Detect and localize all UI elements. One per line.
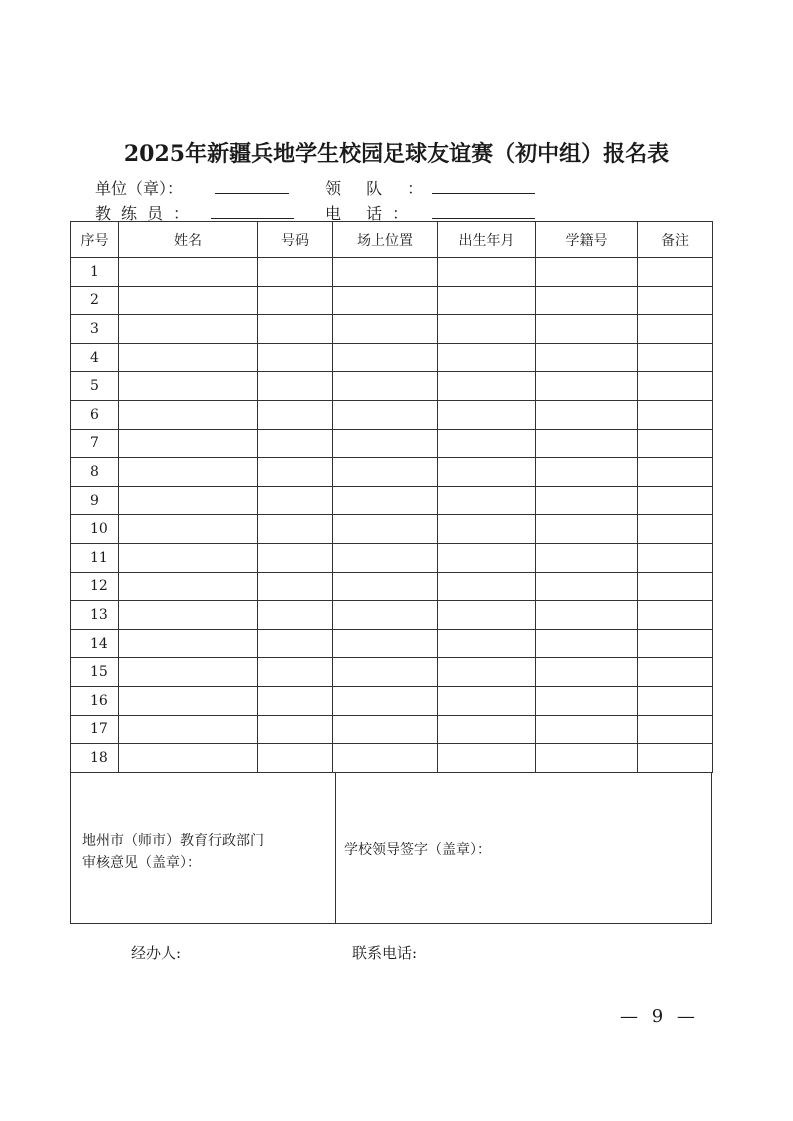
number-cell[interactable] bbox=[258, 486, 333, 515]
birth-cell[interactable] bbox=[438, 629, 536, 658]
name-cell[interactable] bbox=[119, 715, 258, 744]
remarks-cell[interactable] bbox=[638, 543, 713, 572]
student-id-cell[interactable] bbox=[536, 744, 638, 773]
contact-phone-label: 联系电话: bbox=[352, 944, 418, 962]
info-row-2 bbox=[95, 201, 545, 223]
student-id-cell[interactable] bbox=[536, 543, 638, 572]
remarks-cell[interactable] bbox=[638, 315, 713, 344]
row-index: 4 bbox=[71, 343, 119, 372]
remarks-cell[interactable] bbox=[638, 258, 713, 287]
position-cell[interactable] bbox=[333, 429, 438, 458]
position-cell[interactable] bbox=[333, 372, 438, 401]
position-cell[interactable] bbox=[333, 315, 438, 344]
position-cell[interactable] bbox=[333, 486, 438, 515]
number-cell[interactable] bbox=[258, 372, 333, 401]
table-row bbox=[71, 629, 713, 658]
approval-divider bbox=[335, 773, 336, 923]
table-row bbox=[71, 343, 713, 372]
student-id-cell[interactable] bbox=[536, 715, 638, 744]
name-cell[interactable] bbox=[119, 543, 258, 572]
number-cell[interactable] bbox=[258, 572, 333, 601]
table-row bbox=[71, 658, 713, 687]
position-cell[interactable] bbox=[333, 715, 438, 744]
row-index: 7 bbox=[71, 429, 119, 458]
table-row bbox=[71, 601, 713, 630]
remarks-cell[interactable] bbox=[638, 601, 713, 630]
col-header-number: 号码 bbox=[258, 222, 333, 258]
row-index: 15 bbox=[71, 658, 119, 687]
table-row bbox=[71, 486, 713, 515]
table-row bbox=[71, 458, 713, 487]
remarks-cell[interactable] bbox=[638, 400, 713, 429]
number-cell[interactable] bbox=[258, 658, 333, 687]
birth-cell[interactable] bbox=[438, 543, 536, 572]
student-id-cell[interactable] bbox=[536, 286, 638, 315]
remarks-cell[interactable] bbox=[638, 744, 713, 773]
student-id-cell[interactable] bbox=[536, 658, 638, 687]
row-index: 11 bbox=[71, 543, 119, 572]
phone-blank[interactable] bbox=[432, 218, 535, 219]
table-row bbox=[71, 572, 713, 601]
remarks-cell[interactable] bbox=[638, 286, 713, 315]
table-row bbox=[71, 258, 713, 287]
number-cell[interactable] bbox=[258, 458, 333, 487]
remarks-cell[interactable] bbox=[638, 629, 713, 658]
row-index: 18 bbox=[71, 744, 119, 773]
name-cell[interactable] bbox=[119, 315, 258, 344]
leader-blank[interactable] bbox=[432, 193, 535, 194]
table-row bbox=[71, 686, 713, 715]
name-cell[interactable] bbox=[119, 286, 258, 315]
position-cell[interactable] bbox=[333, 258, 438, 287]
number-cell[interactable] bbox=[258, 601, 333, 630]
remarks-cell[interactable] bbox=[638, 572, 713, 601]
remarks-cell[interactable] bbox=[638, 372, 713, 401]
table-row bbox=[71, 543, 713, 572]
col-header-birth: 出生年月 bbox=[438, 222, 536, 258]
remarks-cell[interactable] bbox=[638, 429, 713, 458]
position-cell[interactable] bbox=[333, 572, 438, 601]
col-header-student-id: 学籍号 bbox=[536, 222, 638, 258]
birth-cell[interactable] bbox=[438, 258, 536, 287]
table-row bbox=[71, 515, 713, 544]
position-cell[interactable] bbox=[333, 458, 438, 487]
row-index: 16 bbox=[71, 686, 119, 715]
approval-section bbox=[70, 773, 712, 924]
page-number: — 9 — bbox=[620, 1006, 699, 1027]
student-id-cell[interactable] bbox=[536, 686, 638, 715]
birth-cell[interactable] bbox=[438, 715, 536, 744]
education-dept-approval bbox=[82, 830, 264, 874]
col-header-index: 序号 bbox=[71, 222, 119, 258]
row-index: 9 bbox=[71, 486, 119, 515]
birth-cell[interactable] bbox=[438, 315, 536, 344]
birth-cell[interactable] bbox=[438, 515, 536, 544]
student-id-cell[interactable] bbox=[536, 258, 638, 287]
table-row bbox=[71, 315, 713, 344]
position-cell[interactable] bbox=[333, 601, 438, 630]
form-title: 2025年新疆兵地学生校园足球友谊赛（初中组）报名表 bbox=[123, 141, 670, 167]
number-cell[interactable] bbox=[258, 744, 333, 773]
unit-label: 单位（章）： bbox=[95, 179, 184, 198]
phone-label: 电 话： bbox=[325, 204, 419, 223]
name-cell[interactable] bbox=[119, 258, 258, 287]
unit-blank[interactable] bbox=[215, 193, 289, 194]
table-row bbox=[71, 715, 713, 744]
row-index: 10 bbox=[71, 515, 119, 544]
name-cell[interactable] bbox=[119, 686, 258, 715]
name-cell[interactable] bbox=[119, 400, 258, 429]
birth-cell[interactable] bbox=[438, 686, 536, 715]
birth-cell[interactable] bbox=[438, 744, 536, 773]
student-id-cell[interactable] bbox=[536, 572, 638, 601]
col-header-remarks: 备注 bbox=[638, 222, 713, 258]
position-cell[interactable] bbox=[333, 629, 438, 658]
registration-table bbox=[70, 221, 713, 773]
remarks-cell[interactable] bbox=[638, 658, 713, 687]
number-cell[interactable] bbox=[258, 400, 333, 429]
position-cell[interactable] bbox=[333, 658, 438, 687]
leader-label: 领 队 ： bbox=[325, 179, 434, 198]
student-id-cell[interactable] bbox=[536, 429, 638, 458]
birth-cell[interactable] bbox=[438, 486, 536, 515]
birth-cell[interactable] bbox=[438, 572, 536, 601]
row-index: 14 bbox=[71, 629, 119, 658]
number-cell[interactable] bbox=[258, 343, 333, 372]
remarks-cell[interactable] bbox=[638, 486, 713, 515]
position-cell[interactable] bbox=[333, 543, 438, 572]
education-dept-label: 地州市（师市）教育行政部门 bbox=[82, 833, 264, 849]
number-cell[interactable] bbox=[258, 686, 333, 715]
name-cell[interactable] bbox=[119, 343, 258, 372]
coach-label: 教练员： bbox=[95, 204, 200, 223]
remarks-cell[interactable] bbox=[638, 686, 713, 715]
birth-cell[interactable] bbox=[438, 458, 536, 487]
number-cell[interactable] bbox=[258, 429, 333, 458]
student-id-cell[interactable] bbox=[536, 372, 638, 401]
row-index: 6 bbox=[71, 400, 119, 429]
student-id-cell[interactable] bbox=[536, 486, 638, 515]
remarks-cell[interactable] bbox=[638, 458, 713, 487]
table-row bbox=[71, 372, 713, 401]
student-id-cell[interactable] bbox=[536, 601, 638, 630]
student-id-cell[interactable] bbox=[536, 343, 638, 372]
name-cell[interactable] bbox=[119, 572, 258, 601]
row-index: 12 bbox=[71, 572, 119, 601]
remarks-cell[interactable] bbox=[638, 715, 713, 744]
name-cell[interactable] bbox=[119, 372, 258, 401]
table-row bbox=[71, 400, 713, 429]
col-header-name: 姓名 bbox=[119, 222, 258, 258]
remarks-cell[interactable] bbox=[638, 515, 713, 544]
row-index: 5 bbox=[71, 372, 119, 401]
name-cell[interactable] bbox=[119, 458, 258, 487]
coach-blank[interactable] bbox=[211, 218, 294, 219]
row-index: 8 bbox=[71, 458, 119, 487]
birth-cell[interactable] bbox=[438, 601, 536, 630]
birth-cell[interactable] bbox=[438, 400, 536, 429]
name-cell[interactable] bbox=[119, 744, 258, 773]
position-cell[interactable] bbox=[333, 286, 438, 315]
table-row bbox=[71, 286, 713, 315]
row-index: 17 bbox=[71, 715, 119, 744]
birth-cell[interactable] bbox=[438, 286, 536, 315]
row-index: 2 bbox=[71, 286, 119, 315]
student-id-cell[interactable] bbox=[536, 629, 638, 658]
number-cell[interactable] bbox=[258, 258, 333, 287]
name-cell[interactable] bbox=[119, 629, 258, 658]
info-row-1 bbox=[95, 176, 545, 198]
col-header-position: 场上位置 bbox=[333, 222, 438, 258]
name-cell[interactable] bbox=[119, 658, 258, 687]
name-cell[interactable] bbox=[119, 486, 258, 515]
student-id-cell[interactable] bbox=[536, 400, 638, 429]
table-row bbox=[71, 744, 713, 773]
student-id-cell[interactable] bbox=[536, 315, 638, 344]
student-id-cell[interactable] bbox=[536, 458, 638, 487]
table-header-row bbox=[71, 222, 713, 258]
name-cell[interactable] bbox=[119, 429, 258, 458]
row-index: 3 bbox=[71, 315, 119, 344]
birth-cell[interactable] bbox=[438, 429, 536, 458]
remarks-cell[interactable] bbox=[638, 343, 713, 372]
school-leader-signature-label: 学校领导签字（盖章）： bbox=[344, 842, 491, 858]
position-cell[interactable] bbox=[333, 744, 438, 773]
position-cell[interactable] bbox=[333, 686, 438, 715]
name-cell[interactable] bbox=[119, 515, 258, 544]
birth-cell[interactable] bbox=[438, 372, 536, 401]
row-index: 13 bbox=[71, 601, 119, 630]
handler-label: 经办人: bbox=[131, 944, 182, 962]
position-cell[interactable] bbox=[333, 343, 438, 372]
row-index: 1 bbox=[71, 258, 119, 287]
review-opinion-label: 审核意见（盖章）： bbox=[82, 855, 201, 871]
number-cell[interactable] bbox=[258, 515, 333, 544]
number-cell[interactable] bbox=[258, 715, 333, 744]
birth-cell[interactable] bbox=[438, 658, 536, 687]
table-row bbox=[71, 429, 713, 458]
position-cell[interactable] bbox=[333, 515, 438, 544]
number-cell[interactable] bbox=[258, 629, 333, 658]
student-id-cell[interactable] bbox=[536, 515, 638, 544]
number-cell[interactable] bbox=[258, 543, 333, 572]
birth-cell[interactable] bbox=[438, 343, 536, 372]
number-cell[interactable] bbox=[258, 315, 333, 344]
position-cell[interactable] bbox=[333, 400, 438, 429]
number-cell[interactable] bbox=[258, 286, 333, 315]
name-cell[interactable] bbox=[119, 601, 258, 630]
